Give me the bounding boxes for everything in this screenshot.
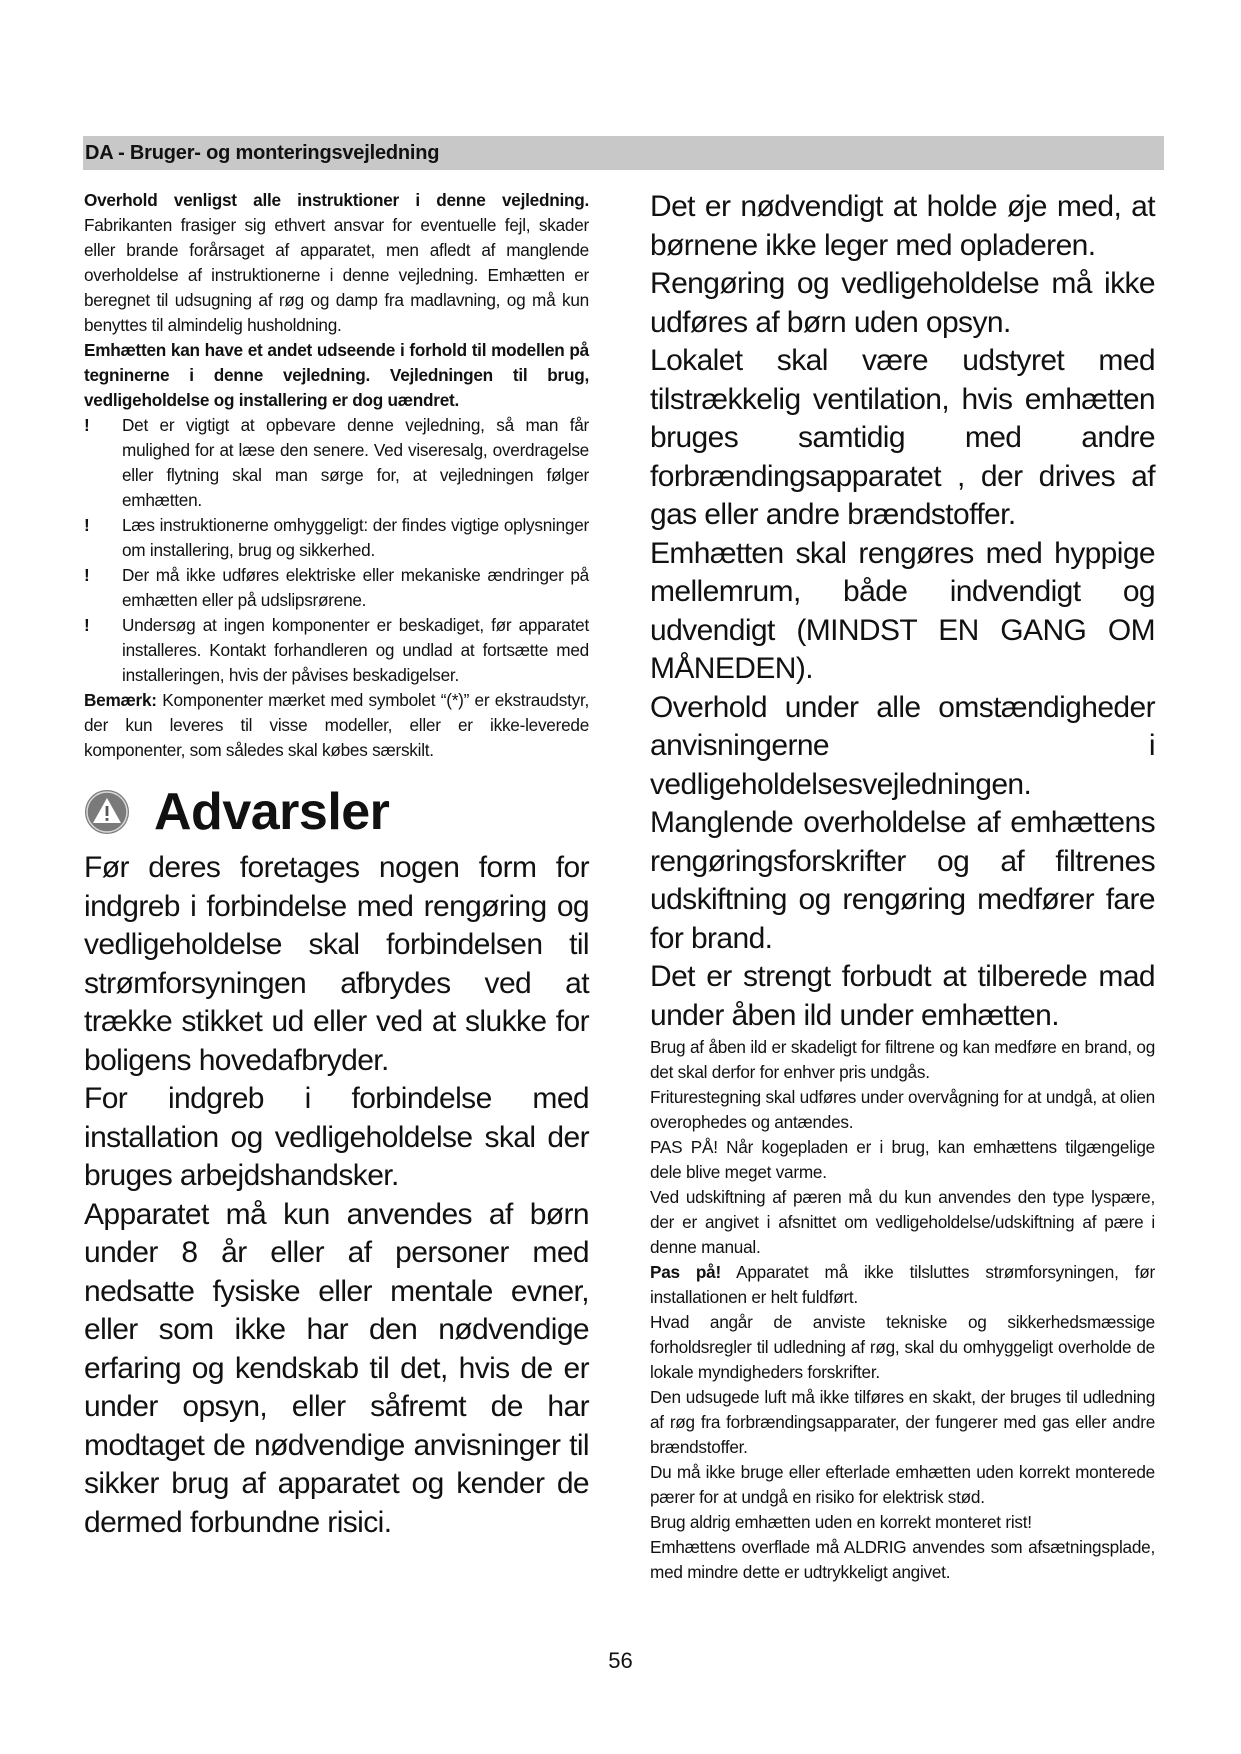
note-text: Komponenter mærket med symbolet “(*)” er ekstraudstyr, der kun leveres til visse modeller, eller er ikke-leverede komponenter, som således skal købes særskilt. (84, 690, 589, 760)
warning-triangle-icon (84, 789, 130, 835)
left-column (84, 188, 589, 1542)
warning-paragraph: Overhold under alle omstændigheder anvisningerne i vedligeholdelsesvejledningen. (650, 690, 1155, 801)
small-paragraph: Den udsugede luft må ikke tilføres en skakt, der bruges til udledning af røg fra forbrændingsapparater, der fungerer med gas eller andre brændstoffer. (650, 1387, 1155, 1457)
warning-paragraph: Det er strengt forbudt at tilberede mad under åben ild under emhætten. (650, 960, 1155, 1032)
bullet-mark: ! (84, 515, 90, 535)
intro-text: Fabrikanten frasiger sig ethvert ansvar for eventuelle fejl, skader eller brande forårsaget af apparatet, men afledt af manglende overholdelse af instruktionerne i denne vejledning. Emhætten er beregnet til udsugning af røg og damp fra madlavning, og må kun benyttes til almindelig husholdning. (84, 215, 589, 335)
bullet-item (84, 513, 589, 563)
warning-paragraph: Rengøring og vedligeholdelse må ikke udføres af børn uden opsyn. (650, 267, 1155, 339)
small-paragraph: Friturestegning skal udføres under overvågning for at undgå, at olien overophedes og antændes. (650, 1087, 1155, 1132)
bullet-text: Læs instruktionerne omhyggeligt: der findes vigtige oplysninger om installering, brug og sikkerhed. (122, 515, 589, 560)
intro-bold: Overhold venligst alle instruktioner i denne vejledning. (84, 190, 589, 210)
small-paragraph: Brug aldrig emhætten uden en korrekt monteret rist! (650, 1512, 1032, 1532)
header-title: DA - Bruger- og monteringsvejledning (85, 142, 440, 164)
small-paragraph: Emhættens overflade må ALDRIG anvendes som afsætningsplade, med mindre dette er udtrykkeligt angivet. (650, 1537, 1155, 1582)
pas-paa-paragraph (650, 1260, 1155, 1310)
small-paragraph: Hvad angår de anviste tekniske og sikkerhedsmæssige forholdsregler til udledning af røg, skal du omhyggeligt overholde de lokale myndigheders forskrifter. (650, 1312, 1155, 1382)
section-title: Advarsler (154, 783, 390, 841)
small-paragraph: Brug af åben ild er skadeligt for filtrene og kan medføre en brand, og det skal derfor for enhver pris undgås. (650, 1037, 1155, 1082)
warning-paragraph: Det er nødvendigt at holde øje med, at børnene ikke leger med opladeren. (650, 190, 1155, 262)
bullet-mark: ! (84, 615, 90, 635)
warning-paragraph: Manglende overholdelse af emhættens rengøringsforskrifter og af filtrenes udskiftning og rengøring medfører fare for brand. (650, 806, 1155, 955)
small-paragraph: PAS PÅ! Når kogepladen er i brug, kan emhættens tilgængelige dele blive meget varme. (650, 1137, 1155, 1182)
pas-paa-text: Apparatet må ikke tilsluttes strømforsyningen, før installationen er helt fuldført. (650, 1262, 1155, 1307)
warning-paragraph: Før deres foretages nogen form for indgreb i forbindelse med rengøring og vedligeholdelse skal forbindelsen til strømforsyningen afbrydes ved at trække stikket ud eller ved at slukke for boligens hovedafbryder. (84, 851, 589, 1077)
small-paragraph: Ved udskiftning af pæren må du kun anvendes den type lyspære, der er angivet i afsnittet om vedligeholdelse/udskiftning af pære i denne manual. (650, 1187, 1155, 1257)
warning-paragraph: Lokalet skal være udstyret med tilstrækkelig ventilation, hvis emhætten bruges samtidig med andre forbrændingsapparatet , der drives af gas eller andre brændstoffer. (650, 344, 1155, 531)
pas-paa-label: Pas på! (650, 1262, 721, 1282)
bullet-text: Undersøg at ingen komponenter er beskadiget, før apparatet installeres. Kontakt forhandleren og undlad at fortsætte med installeringen, hvis der påvises beskadigelser. (122, 615, 589, 685)
warning-paragraph: Apparatet må kun anvendes af børn under 8 år eller af personer med nedsatte fysiske eller mentale evner, eller som ikke har den nødvendige erfaring og kendskab til det, hvis de er under opsyn, eller såfremt de har modtaget de nødvendige anvisninger til sikker brug af apparatet og kender de dermed forbundne risici. (84, 1197, 589, 1539)
bullet-mark: ! (84, 565, 90, 585)
section-header (83, 136, 1164, 170)
model-note-paragraph: Emhætten kan have et andet udseende i forhold til modellen på tegninerne i denne vejledning. Vejledningen til brug, vedligeholdelse og installering er dog uændret. (84, 340, 589, 410)
warning-paragraph: For indgreb i forbindelse med installation og vedligeholdelse skal der bruges arbejdshandsker. (84, 1082, 589, 1192)
page-number: 56 (608, 1648, 633, 1673)
intro-paragraph (84, 188, 589, 338)
warning-paragraph: Emhætten skal rengøres med hyppige mellemrum, både indvendigt og udvendigt (MINDST EN GANG OM MÅNEDEN). (650, 536, 1155, 685)
note-label: Bemærk: (84, 690, 157, 710)
small-paragraph: Du må ikke bruge eller efterlade emhætten uden korrekt monterede pærer for at undgå en risiko for elektrisk stød. (650, 1462, 1155, 1507)
bullet-text: Der må ikke udføres elektriske eller mekaniske ændringer på emhætten eller på udslipsrørene. (122, 565, 589, 610)
bullet-mark: ! (84, 415, 90, 435)
bullet-item (84, 563, 589, 613)
bullet-item (84, 613, 589, 688)
warnings-heading (84, 775, 589, 849)
bullet-text: Det er vigtigt at opbevare denne vejledning, så man får mulighed for at læse den senere. Ved viseresalg, overdragelse eller flytning skal man sørge for, at vejledningen følger emhætten. (122, 415, 589, 510)
right-column (650, 188, 1155, 1585)
note-paragraph (84, 688, 589, 763)
bullet-item (84, 413, 589, 513)
